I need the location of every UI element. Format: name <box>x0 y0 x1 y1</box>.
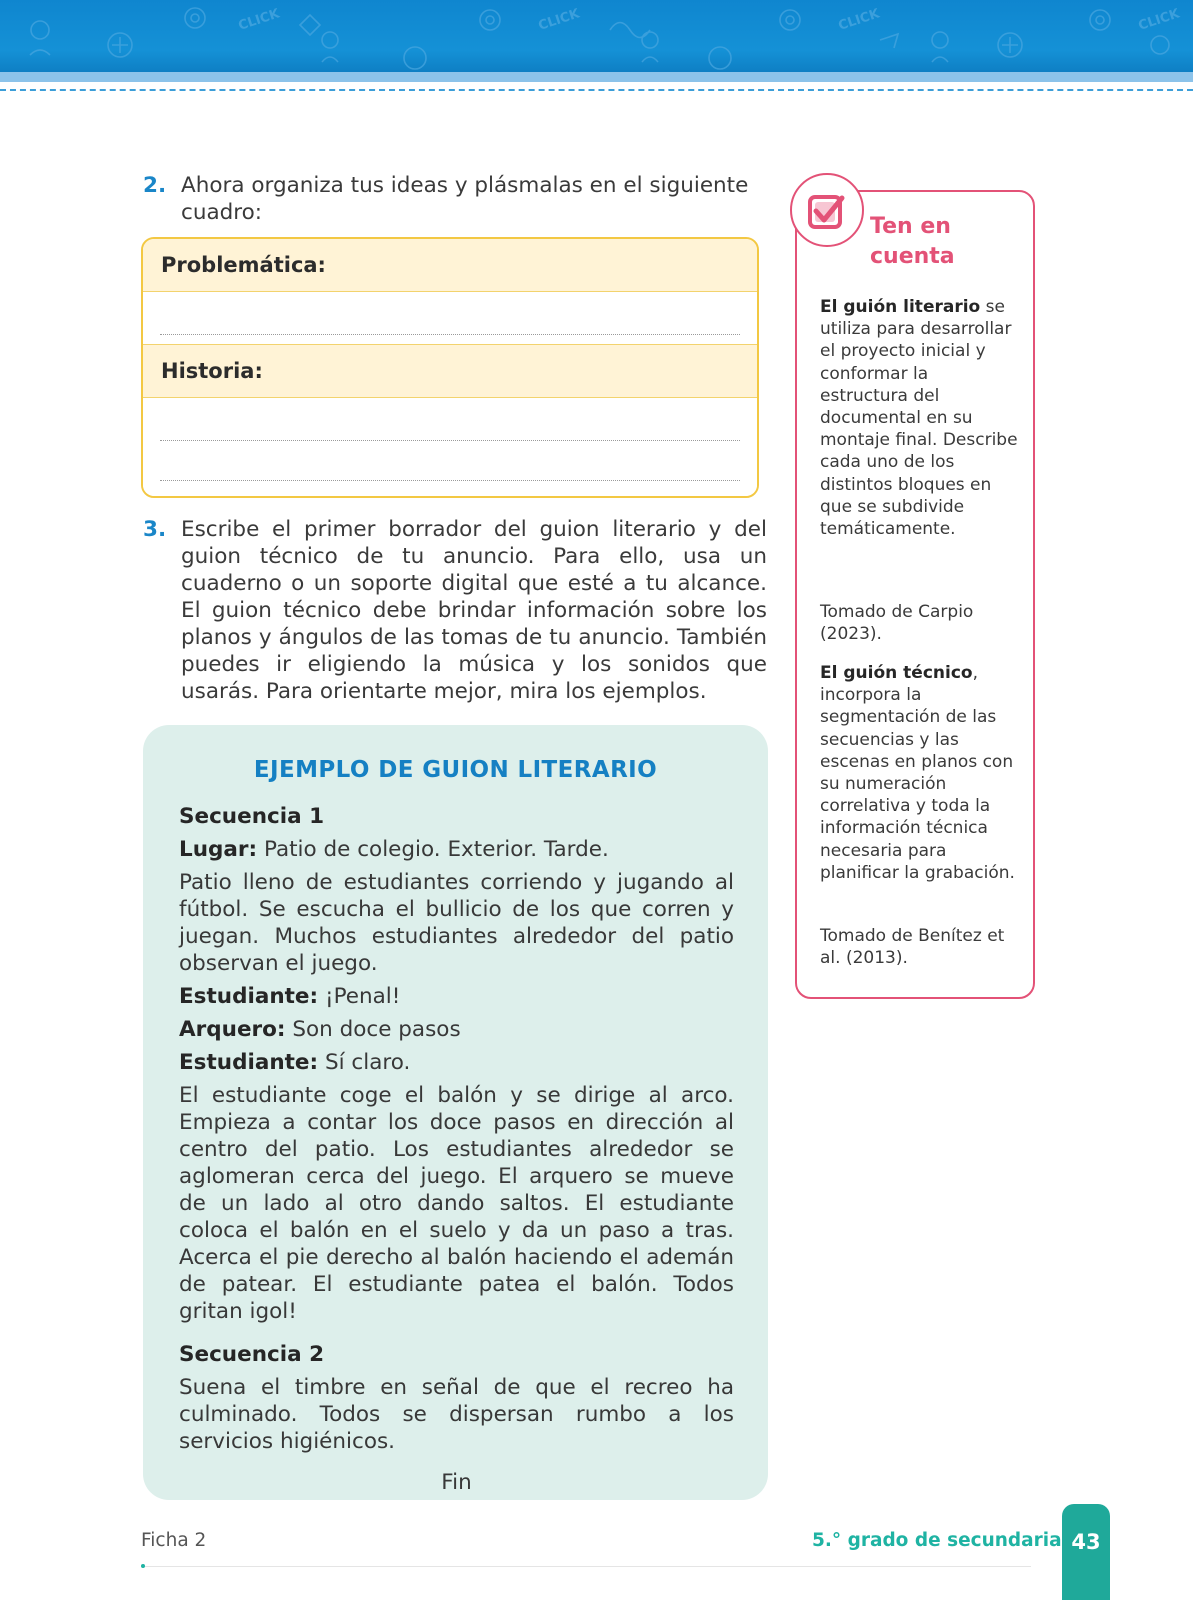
header-band <box>0 0 1193 72</box>
header-pattern-word: CLICK <box>536 6 582 34</box>
header-pattern-word: CLICK <box>1136 6 1182 34</box>
table-header-historia: Historia: <box>143 344 757 398</box>
paragraph-3: Suena el timbre en señal de que el recreo ha culminado. Todos se dispersan rumbo a los servicios higiénicos. <box>179 1375 734 1454</box>
sidebar-source-2: Tomado de Benítez et al. (2013). <box>820 926 1005 969</box>
dialogue-line-2 <box>179 1016 734 1043</box>
term-technical-script: El guión técnico <box>820 663 973 683</box>
example-box <box>143 725 768 1500</box>
sidebar-title-line-2: cuenta <box>870 244 955 269</box>
sidebar-paragraph-1 <box>820 296 1020 540</box>
writing-line <box>160 334 740 335</box>
term-literary-script: El guión literario <box>820 297 981 317</box>
item-2-text: Ahora organiza tus ideas y plásmalas en el siguiente cuadro: <box>181 173 749 225</box>
table-header-problematica: Problemática: <box>143 239 757 292</box>
table-row-historia[interactable] <box>143 398 757 496</box>
definition-text: se utiliza para desarrollar el proyecto inicial y conformar la estructura del documental en su montaje final. Describe cada uno de los distintos bloques en que se subdivide temáticamente. <box>820 297 1018 540</box>
paragraph-2: El estudiante coge el balón y se dirige al arco. Empieza a contar los doce pasos en dirección al centro del patio. Los estudiantes alrededor se aglomeran cerca del juego. El arquero se mueve de un lado al otro dando saltos. El estudiante coloca el balón en el suelo y da un paso a tras. Acerca el pie derecho al balón haciendo el ademán de patear. El estudiante patea el balón. Todos gritan igol! <box>179 1083 734 1324</box>
writing-line <box>160 440 740 441</box>
place-text: Patio de colegio. Exterior. Tarde. <box>257 837 609 862</box>
place-line <box>179 836 734 863</box>
footer-sheet-label: Ficha 2 <box>141 1530 207 1551</box>
footer-grade-label: 5.° grado de secundaria <box>812 1530 1062 1551</box>
place-label: Lugar: <box>179 837 258 862</box>
page-number-tab <box>1062 1504 1110 1600</box>
sidebar-title-line-1: Ten en <box>870 214 951 239</box>
header-stripe <box>0 72 1193 82</box>
sidebar-title <box>870 212 955 272</box>
header-pattern-word: CLICK <box>236 6 282 34</box>
header-dashed-line <box>0 89 1193 91</box>
footer-dot <box>141 1564 145 1568</box>
item-3-number: 3. <box>143 517 167 542</box>
dialogue-text: Son doce pasos <box>285 1017 461 1042</box>
dialogue-line-3 <box>179 1049 734 1076</box>
ideas-table <box>141 237 759 498</box>
sidebar-source-1: Tomado de Carpio (2023). <box>820 602 974 645</box>
item-2 <box>143 172 763 226</box>
footer-rule <box>141 1566 1031 1567</box>
sidebar-icon-circle <box>790 173 864 247</box>
speaker-label: Estudiante: <box>179 1050 319 1075</box>
page-number: 43 <box>1071 1530 1101 1554</box>
item-2-number: 2. <box>143 173 167 198</box>
example-body <box>179 803 734 1502</box>
writing-line <box>160 480 740 481</box>
item-3-text: Escribe el primer borrador del guion literario y del guion técnico de tu anuncio. Para ello, usa un cuaderno o un soporte digital que esté a tu alcance. El guion técnico debe brindar información sobre los planos y ángulos de las tomas de tu anuncio. También puedes ir eligiendo la música y los sonidos que usarás. Para orientarte mejor, mira los ejemplos. <box>181 517 767 704</box>
dialogue-text: Sí claro. <box>318 1050 411 1075</box>
checkbox-check-icon <box>792 175 862 245</box>
end-label: Fin <box>441 1470 472 1495</box>
sequence-1-title: Secuencia 1 <box>179 804 325 829</box>
header-doodle-pattern <box>0 0 1193 72</box>
example-title: EJEMPLO DE GUION LITERARIO <box>253 757 658 783</box>
dialogue-text: ¡Penal! <box>318 984 401 1009</box>
speaker-label: Estudiante: <box>179 984 319 1009</box>
table-row-problematica[interactable] <box>143 292 757 344</box>
header-pattern-word: CLICK <box>836 6 882 34</box>
sidebar-paragraph-2 <box>820 662 1020 884</box>
paragraph-1: Patio lleno de estudiantes corriendo y jugando al fútbol. Se escucha el bullicio de los que corren y juegan. Muchos estudiantes alrededor del patio observan el juego. <box>179 870 734 976</box>
sequence-2-title: Secuencia 2 <box>179 1342 325 1367</box>
definition-text: , incorpora la segmentación de las secuencias y las escenas en planos con su numeración correlativa y toda la información técnica necesaria para planificar la grabación. <box>820 663 1015 883</box>
item-3 <box>143 516 767 705</box>
speaker-label: Arquero: <box>179 1017 286 1042</box>
dialogue-line-1 <box>179 983 734 1010</box>
